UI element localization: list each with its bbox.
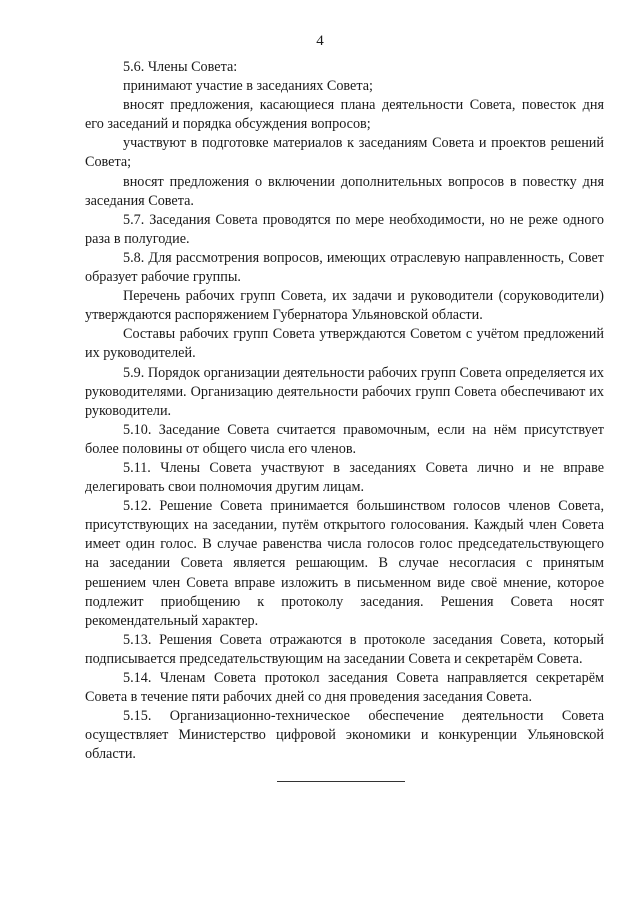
paragraph-5-12: 5.12. Решение Совета принимается большинством голосов членов Совета, присутствующих на заседании, путём открытого голосования. Каждый член Совета имеет один голос. В случае равенства числа голосов голос председательствующего на заседании Совета является решающим. В случае несогласия с принятым решением член Совета вправе изложить в письменном виде своё мнение, которое подлежит приобщению к протоколу заседания. Решения Совета носят рекомендательный характер. xyxy=(85,498,604,629)
paragraph-5-10: 5.10. Заседание Совета считается правомочным, если на нём присутствует более половины от общего числа его членов. xyxy=(85,421,604,457)
paragraph-5-6-item-2: вносят предложения, касающиеся плана деятельности Совета, повесток дня его заседаний и порядка обсуждения вопросов; xyxy=(85,97,604,133)
paragraph-5-8-list: Перечень рабочих групп Совета, их задачи и руководители (соруководители) утверждаются распоряжением Губернатора Ульяновской области. xyxy=(85,288,604,324)
paragraph-5-6-item-4: вносят предложения о включении дополнительных вопросов в повестку дня заседания Совета. xyxy=(85,173,604,209)
paragraph-5-13: 5.13. Решения Совета отражаются в протоколе заседания Совета, который подписывается председательствующим на заседании Совета и секретарём Совета. xyxy=(85,631,604,667)
paragraph-5-8-composition: Составы рабочих групп Совета утверждаются Советом с учётом предложений их руководителей. xyxy=(85,326,604,362)
paragraph-5-6-item-3: участвуют в подготовке материалов к заседаниям Совета и проектов решений Совета; xyxy=(85,135,604,171)
paragraph-5-15: 5.15. Организационно-техническое обеспечение деятельности Совета осуществляет Министерство цифровой экономики и конкуренции Ульяновской области. xyxy=(85,708,604,763)
paragraph-5-11: 5.11. Члены Совета участвуют в заседаниях Совета лично и не вправе делегировать свои полномочия другим лицам. xyxy=(85,459,604,496)
paragraph-5-6: 5.6. Члены Совета: xyxy=(123,59,238,75)
paragraph-5-6-item-1: принимают участие в заседаниях Совета; xyxy=(123,78,373,95)
paragraph-5-8: 5.8. Для рассмотрения вопросов, имеющих отраслевую направленность, Совет образует рабочие группы. xyxy=(85,249,604,286)
paragraph-5-9: 5.9. Порядок организации деятельности рабочих групп Совета определяется их руководителями. Организацию деятельности рабочих групп Совета обеспечивают их руководители. xyxy=(85,364,604,419)
document-body xyxy=(85,58,604,764)
end-of-document-line xyxy=(277,781,405,782)
paragraph-5-7: 5.7. Заседания Совета проводятся по мере необходимости, но не реже одного раза в полугодие. xyxy=(85,211,604,247)
paragraph-5-14: 5.14. Членам Совета протокол заседания Совета направляется секретарём Совета в течение пяти рабочих дней со дня проведения заседания Совета. xyxy=(85,670,604,706)
page-number: 4 xyxy=(316,33,324,49)
